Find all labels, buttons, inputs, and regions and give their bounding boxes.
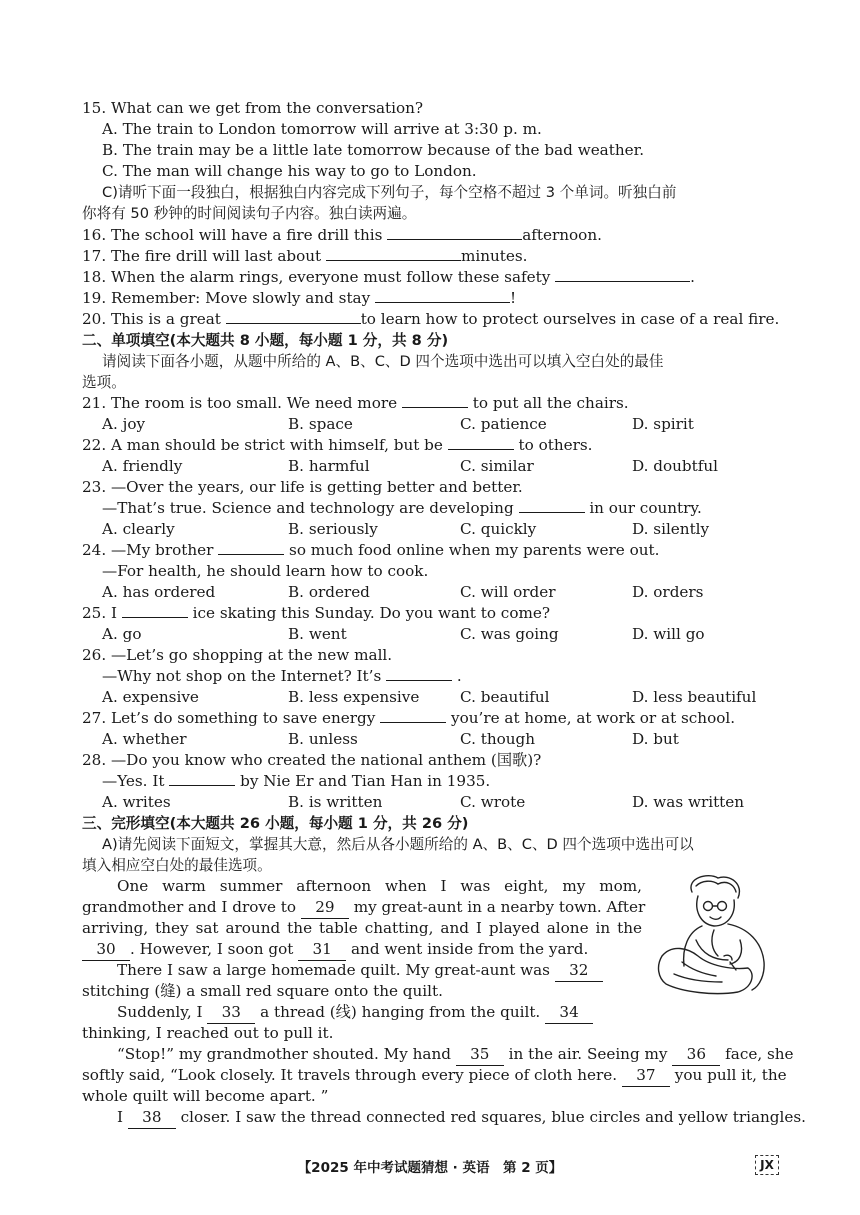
q22-options: [102, 456, 782, 477]
fill-17: 17. The fire drill will last about minutes.: [82, 247, 528, 265]
option-b: B. unless: [288, 730, 358, 748]
blank-36: 36: [672, 1044, 720, 1066]
fill-18: 18. When the alarm rings, everyone must follow these safety .: [82, 268, 695, 286]
q27-options: [102, 729, 782, 750]
blank-29: 29: [301, 897, 349, 919]
jx-mark: JX: [755, 1155, 779, 1175]
option-b: B. harmful: [288, 457, 370, 475]
blank-35: 35: [456, 1044, 504, 1066]
fill-20: 20. This is a great to learn how to protect ourselves in case of a real fire.: [82, 310, 780, 328]
q26-reply: —Why not shop on the Internet? It’s .: [102, 667, 462, 685]
grandmother-sewing-icon: [652, 870, 782, 995]
section2-intro-2: 选项。: [82, 374, 126, 391]
option-b: B. seriously: [288, 520, 378, 538]
option-c: C. beautiful: [460, 688, 550, 706]
section2-intro-1: 请阅读下面各小题，从题中所给的 A、B、C、D 四个选项中选出可以填入空白处的最佳: [102, 353, 664, 370]
q26-options: [102, 687, 782, 708]
q15-option-c: C. The man will change his way to go to London.: [102, 162, 477, 180]
option-a: A. expensive: [102, 688, 199, 706]
option-a: A. whether: [102, 730, 187, 748]
q28-options: [102, 792, 782, 813]
cloze-line-11: whole quilt will become apart. ”: [82, 1087, 329, 1105]
option-a: A. joy: [102, 415, 146, 433]
cloze-line-3: arriving, they sat around the table chatting, and I played alone in the: [82, 919, 642, 937]
option-d: D. was written: [632, 793, 745, 811]
option-a: A. clearly: [102, 520, 175, 538]
option-d: D. less beautiful: [632, 688, 757, 706]
option-b: B. ordered: [288, 583, 370, 601]
section2-title: 二、单项填空(本大题共 8 小题，每小题 1 分，共 8 分): [82, 332, 449, 349]
cloze-line-6: stitching (缝) a small red square onto the quilt.: [82, 982, 443, 1000]
option-c: C. wrote: [460, 793, 526, 811]
section3-title: 三、完形填空(本大题共 26 小题，每小题 1 分，共 26 分): [82, 815, 469, 832]
cloze-line-4: 30 . However, I soon got 31 and went inside from the yard.: [82, 939, 588, 961]
q21-options: [102, 414, 782, 435]
option-d: D. spirit: [632, 415, 694, 433]
blank-31: 31: [298, 939, 346, 961]
q28-stem: 28. —Do you know who created the national anthem (国歌)?: [82, 751, 542, 769]
fill-19: 19. Remember: Move slowly and stay !: [82, 289, 517, 307]
option-a: A. friendly: [102, 457, 183, 475]
cloze-line-8: thinking, I reached out to pull it.: [82, 1024, 334, 1042]
q24-options: [102, 582, 782, 603]
option-b: B. less expensive: [288, 688, 420, 706]
q23-reply: —That’s true. Science and technology are developing in our country.: [102, 499, 702, 517]
cloze-line-7: Suddenly, I 33 a thread (线) hanging from the quilt. 34: [117, 1002, 593, 1024]
option-c: C. quickly: [460, 520, 537, 538]
section3-intro-1: A)请先阅读下面短文，掌握其大意，然后从各小题所给的 A、B、C、D 四个选项中选出可以: [102, 836, 694, 853]
blank-38: 38: [128, 1107, 176, 1129]
q27-stem: 27. Let’s do something to save energy you’re at home, at work or at school.: [82, 709, 736, 727]
section3-intro-2: 填入相应空白处的最佳选项。: [82, 857, 272, 874]
option-a: A. go: [102, 625, 142, 643]
blank-37: 37: [622, 1065, 670, 1087]
option-b: B. space: [288, 415, 353, 433]
partc-intro-2: 你将有 50 秒钟的时间阅读句子内容。独白读两遍。: [82, 205, 417, 222]
q25-options: [102, 624, 782, 645]
option-c: C. will order: [460, 583, 556, 601]
partc-intro-1: C)请听下面一段独白，根据独白内容完成下列句子，每个空格不超过 3 个单词。听独白前: [102, 184, 677, 201]
option-a: A. writes: [102, 793, 171, 811]
option-c: C. was going: [460, 625, 559, 643]
q24-stem: 24. —My brother so much food online when my parents were out.: [82, 541, 660, 559]
option-c: C. though: [460, 730, 536, 748]
option-b: B. is written: [288, 793, 383, 811]
option-c: C. similar: [460, 457, 534, 475]
option-d: D. but: [632, 730, 679, 748]
cloze-line-10: softly said, “Look closely. It travels through every piece of cloth here. 37 you pull it, the: [82, 1065, 787, 1087]
q21-stem: 21. The room is too small. We need more to put all the chairs.: [82, 394, 629, 412]
blank-32: 32: [555, 960, 603, 982]
q24-reply: —For health, he should learn how to cook.: [102, 562, 429, 580]
cloze-line-1: One warm summer afternoon when I was eight, my mom,: [117, 877, 642, 895]
option-d: D. silently: [632, 520, 710, 538]
q15-option-a: A. The train to London tomorrow will arrive at 3:30 p. m.: [102, 120, 542, 138]
q23-stem: 23. —Over the years, our life is getting better and better.: [82, 478, 523, 496]
cloze-line-9: “Stop!” my grandmother shouted. My hand 35 in the air. Seeing my 36 face, she: [117, 1044, 794, 1066]
option-a: A. has ordered: [102, 583, 216, 601]
page-footer: 【2025 年中考试题猜想 · 英语 第 2 页】: [297, 1160, 563, 1176]
option-c: C. patience: [460, 415, 547, 433]
fill-16: 16. The school will have a fire drill this afternoon.: [82, 226, 602, 244]
q15-stem: 15. What can we get from the conversation?: [82, 99, 424, 117]
cloze-line-12: I 38 closer. I saw the thread connected red squares, blue circles and yellow triangles.: [117, 1107, 806, 1129]
blank-33: 33: [207, 1002, 255, 1024]
q22-stem: 22. A man should be strict with himself, but be to others.: [82, 436, 593, 454]
q26-stem: 26. —Let’s go shopping at the new mall.: [82, 646, 393, 664]
q25-stem: 25. I ice skating this Sunday. Do you want to come?: [82, 604, 550, 622]
q28-reply: —Yes. It by Nie Er and Tian Han in 1935.: [102, 772, 491, 790]
blank-30: 30: [82, 939, 130, 961]
blank-34: 34: [545, 1002, 593, 1024]
option-d: D. will go: [632, 625, 705, 643]
q15-option-b: B. The train may be a little late tomorrow because of the bad weather.: [102, 141, 645, 159]
option-b: B. went: [288, 625, 347, 643]
q23-options: [102, 519, 782, 540]
cloze-line-5: There I saw a large homemade quilt. My great-aunt was 32: [117, 960, 603, 982]
option-d: D. doubtful: [632, 457, 719, 475]
option-d: D. orders: [632, 583, 704, 601]
cloze-line-2: grandmother and I drove to 29 my great-aunt in a nearby town. After: [82, 897, 645, 919]
